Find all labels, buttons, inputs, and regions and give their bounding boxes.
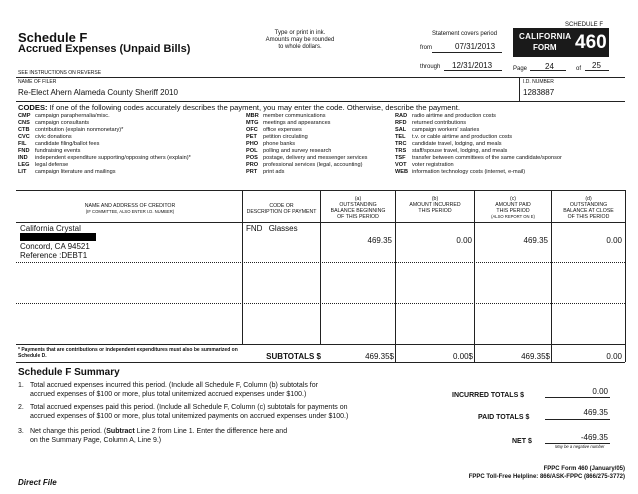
- code-desc: phone banks: [263, 141, 296, 147]
- form-badge-line1: CALIFORNIA: [519, 32, 572, 41]
- code-desc: staff/spouse travel, lodging, and meals: [412, 148, 508, 154]
- header-text: BALANCE BEGINNING: [330, 208, 386, 214]
- codes-column-2: [246, 113, 367, 176]
- code-desc: campaign paraphernalia/misc.: [35, 113, 110, 119]
- codes-column-3: [395, 113, 562, 176]
- creditor-city: Concord, CA 94521: [20, 242, 90, 251]
- column-header-d: [552, 196, 625, 220]
- code-row: [18, 134, 191, 141]
- header-text: NAME AND ADDRESS OF CREDITOR: [84, 203, 176, 209]
- code-row: [395, 169, 562, 176]
- header-letter: (c): [509, 196, 517, 202]
- header-text: OUTSTANDING: [339, 202, 377, 208]
- code-desc: campaign consultants: [35, 120, 90, 126]
- code-row: [395, 127, 562, 134]
- page-title: Schedule F: [18, 30, 88, 45]
- through-value: 12/31/2013: [452, 61, 493, 70]
- code-abbrev: SAL: [395, 127, 407, 133]
- creditor-name: California Crystal: [20, 224, 81, 233]
- header-text: CODE OR: [269, 203, 294, 209]
- header-letter: (d): [585, 196, 592, 202]
- column-header-name: [20, 203, 240, 214]
- code-desc: t.v. or cable airtime and production costs: [412, 134, 513, 140]
- see-instructions: SEE INSTRUCTIONS ON REVERSE: [18, 70, 102, 76]
- footer-helpline: FPPC Toll-Free Helpline: 866/ASK-FPPC (866/275-3772): [468, 474, 625, 480]
- code-desc: office expenses: [263, 127, 302, 133]
- form-badge-line2: FORM: [533, 43, 557, 52]
- code-abbrev: TSF: [395, 155, 406, 161]
- code-abbrev: LEG: [18, 162, 30, 168]
- code-abbrev: CVC: [18, 134, 30, 140]
- column-header-c: [475, 196, 551, 220]
- type-note-line: Amounts may be rounded: [265, 37, 335, 43]
- code-abbrev: MBR: [246, 113, 259, 119]
- code-abbrev: PHO: [246, 141, 259, 147]
- column-header-code: [244, 203, 319, 215]
- entry-value-d: 0.00: [606, 236, 622, 245]
- paid-totals-label: PAID TOTALS $: [478, 414, 530, 421]
- code-row: [395, 141, 562, 148]
- summary-line3-bold: Subtract: [106, 428, 135, 435]
- code-row: [246, 162, 367, 169]
- footnote: * Payments that are contributions or independent expenditures must also be summarized on Schedule D.: [18, 347, 238, 359]
- code-desc: voter registration: [412, 162, 454, 168]
- id-number: 1283887: [523, 88, 555, 97]
- code-desc: transfer between committees of the same candidate/sponsor: [412, 155, 562, 161]
- code-desc: campaign literature and mailings: [35, 169, 116, 175]
- code-abbrev: TRC: [395, 141, 407, 147]
- entry-value-b: 0.00: [456, 236, 472, 245]
- form-badge-number: 460: [575, 32, 607, 53]
- code-desc: print ads: [263, 169, 285, 175]
- code-row: [246, 120, 367, 127]
- code-abbrev: FND: [18, 148, 30, 154]
- from-value: 07/31/2013: [455, 42, 496, 51]
- code-abbrev: CMP: [18, 113, 31, 119]
- code-row: [246, 141, 367, 148]
- column-header-b: [396, 196, 474, 214]
- code-row: [18, 141, 191, 148]
- code-row: [395, 148, 562, 155]
- through-label: through: [420, 64, 441, 70]
- page-current: 24: [545, 62, 554, 71]
- subtotal-c: 469.35$: [521, 352, 550, 361]
- codes-intro: [18, 103, 460, 112]
- summary-line2-text: Total accrued expenses paid this period. (Include all Schedule F, Column (c) subtotals for payments on: [30, 404, 348, 411]
- code-row: [395, 134, 562, 141]
- id-number-label: I.D. NUMBER: [523, 79, 554, 85]
- code-row: [18, 127, 191, 134]
- type-note: [255, 30, 345, 51]
- code-desc: polling and survey research: [263, 148, 332, 154]
- code-row: [395, 120, 562, 127]
- code-abbrev: RAD: [395, 113, 408, 119]
- filer-name: Re-Elect Ahern Alameda County Sheriff 2010: [18, 88, 178, 97]
- redacted-address: [20, 233, 96, 241]
- code-row: [246, 113, 367, 120]
- subtotal-b: 0.00$: [452, 352, 473, 361]
- code-abbrev: RFD: [395, 120, 407, 126]
- code-desc: candidate travel, lodging, and meals: [412, 141, 502, 147]
- code-row: [395, 155, 562, 162]
- code-abbrev: POS: [246, 155, 258, 161]
- paid-totals-value: 469.35: [583, 408, 608, 417]
- summary-line3-part: Line 2 from Line 1. Enter the difference here and: [134, 428, 288, 435]
- summary-line3-num: 3.: [18, 428, 24, 435]
- codes-instruction: If one of the following codes accurately describes the payment, you may enter the code. Otherwise, describe the payment.: [49, 103, 460, 112]
- page-subtitle: Accrued Expenses (Unpaid Bills): [18, 43, 191, 55]
- code-desc: contribution (explain nonmonetary)*: [35, 127, 124, 133]
- subtotal-a: 469.35$: [365, 352, 394, 361]
- payment-code-value: FND: [246, 224, 263, 233]
- summary-line3-part: Net change this period. (: [30, 428, 107, 435]
- header-text: OF THIS PERIOD: [567, 214, 610, 220]
- header-subtext: (IF COMMITTEE, ALSO ENTER I.D. NUMBER): [85, 209, 175, 214]
- header-text: THIS PERIOD: [418, 208, 452, 214]
- code-desc: petition circulating: [263, 134, 308, 140]
- incurred-totals-value: 0.00: [592, 387, 608, 396]
- net-value: -469.35: [580, 433, 608, 442]
- column-header-a: [321, 196, 395, 220]
- code-row: [18, 148, 191, 155]
- code-desc: information technology costs (internet, e-mail): [412, 169, 526, 175]
- filer-name-label: NAME OF FILER: [18, 79, 57, 85]
- header-text: THIS PERIOD: [496, 208, 530, 214]
- code-row: [18, 169, 191, 176]
- header-text: AMOUNT PAID: [495, 202, 531, 208]
- code-abbrev: TRS: [395, 148, 407, 154]
- statement-period-label: Statement covers period: [432, 31, 498, 37]
- entry-value-a: 469.35: [367, 236, 392, 245]
- header-text: AMOUNT INCURRED: [409, 202, 461, 208]
- code-abbrev: VOT: [395, 162, 407, 168]
- header-text: DESCRIPTION OF PAYMENT: [246, 209, 317, 215]
- creditor-reference: Reference :DEBT1: [20, 251, 88, 260]
- page-label: Page: [513, 66, 528, 72]
- header-letter: (b): [431, 196, 439, 202]
- subtotal-d: 0.00: [606, 352, 622, 361]
- code-row: [246, 169, 367, 176]
- page-total: 25: [592, 61, 601, 70]
- header-text: OF THIS PERIOD: [337, 214, 379, 220]
- header-text: BALANCE AT CLOSE: [563, 208, 614, 214]
- page-of-label: of: [576, 66, 582, 72]
- incurred-totals-label: INCURRED TOTALS $: [452, 392, 525, 399]
- code-abbrev: CNS: [18, 120, 30, 126]
- code-abbrev: OFC: [246, 127, 258, 133]
- code-abbrev: MTG: [246, 120, 259, 126]
- codes-heading: CODES:: [18, 103, 48, 112]
- code-row: [18, 113, 191, 120]
- code-abbrev: POL: [246, 148, 258, 154]
- code-desc: radio airtime and production costs: [412, 113, 496, 119]
- code-row: [246, 127, 367, 134]
- header-letter: (a): [354, 196, 362, 202]
- net-note: May be a negative number: [555, 444, 605, 449]
- code-row: [18, 120, 191, 127]
- form-badge: [513, 28, 609, 57]
- code-abbrev: IND: [18, 155, 28, 161]
- code-abbrev: PRO: [246, 162, 259, 168]
- payment-description: Glasses: [268, 224, 298, 233]
- payment-code: [246, 224, 298, 233]
- code-row: [18, 162, 191, 169]
- code-row: [246, 155, 367, 162]
- code-row: [246, 134, 367, 141]
- schedule-label: SCHEDULE F: [565, 22, 604, 28]
- summary-line2-num: 2.: [18, 404, 24, 411]
- code-desc: legal defense: [35, 162, 69, 168]
- code-row: [246, 148, 367, 155]
- subtotals-label: SUBTOTALS $: [266, 352, 321, 361]
- code-desc: postage, delivery and messenger services: [263, 155, 368, 161]
- code-desc: member communications: [263, 113, 326, 119]
- code-abbrev: CTB: [18, 127, 30, 133]
- code-abbrev: PET: [246, 134, 257, 140]
- summary-line1-text2: accrued expenses of $100 or more, plus total unitemized accrued expenses under $100.): [30, 391, 307, 398]
- code-row: [395, 113, 562, 120]
- code-abbrev: FIL: [18, 141, 27, 147]
- summary-title: Schedule F Summary: [18, 367, 120, 378]
- code-desc: fundraising events: [35, 148, 81, 154]
- direct-file-logo: Direct File: [18, 478, 57, 487]
- code-desc: independent expenditure supporting/opposing others (explain)*: [35, 155, 191, 161]
- header-text: OUTSTANDING: [569, 202, 608, 208]
- summary-line2-text2: accrued expenses of $100 or more, plus total unitemized payments on accrued expenses under $100.): [30, 413, 349, 420]
- codes-column-1: [18, 113, 191, 176]
- summary-line1-num: 1.: [18, 382, 24, 389]
- code-abbrev: WEB: [395, 169, 409, 175]
- code-desc: meetings and appearances: [263, 120, 331, 126]
- entry-value-c: 469.35: [523, 236, 548, 245]
- code-row: [395, 162, 562, 169]
- summary-line1-text: Total accrued expenses incurred this period. (Include all Schedule F, Column (b) subtotals for: [30, 382, 318, 389]
- code-row: [18, 155, 191, 162]
- summary-line3-text2: on the Summary Page, Column A, Line 9.): [30, 437, 162, 444]
- summary-line3-text: [30, 428, 287, 436]
- code-abbrev: TEL: [395, 134, 406, 140]
- code-abbrev: LIT: [18, 169, 27, 175]
- type-note-line: to whole dollars.: [278, 44, 322, 50]
- code-desc: civic donations: [35, 134, 72, 140]
- code-desc: campaign workers' salaries: [412, 127, 480, 133]
- footer-form: FPPC Form 460 (January/05): [543, 466, 625, 472]
- code-desc: candidate filing/ballot fees: [35, 141, 100, 147]
- header-subtext: (ALSO REPORT ON E): [491, 214, 535, 219]
- code-desc: professional services (legal, accounting): [263, 162, 363, 168]
- code-abbrev: PRT: [246, 169, 258, 175]
- from-label: from: [420, 45, 432, 51]
- type-note-line: Type or print in ink.: [274, 30, 326, 36]
- net-label: NET $: [512, 438, 532, 445]
- code-desc: returned contributions: [412, 120, 467, 126]
